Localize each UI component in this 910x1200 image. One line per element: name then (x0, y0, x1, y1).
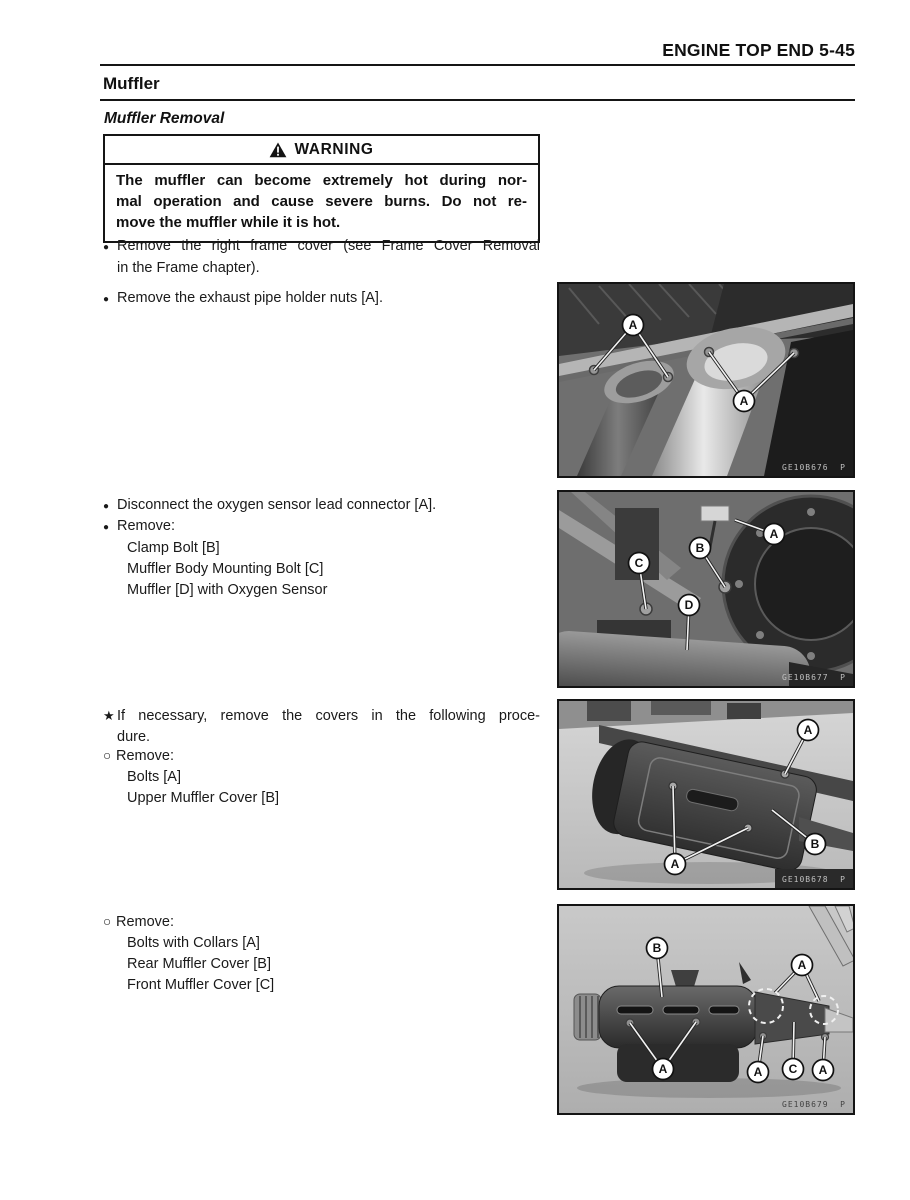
procedure-line (103, 236, 540, 258)
procedure-step (103, 288, 540, 310)
procedure-line (103, 788, 540, 809)
callout-B (690, 538, 711, 559)
callout-A (813, 1060, 834, 1081)
procedure-line (103, 495, 540, 517)
callout-C (783, 1059, 804, 1080)
procedure-text: Disconnect the oxygen sensor lead connector [A]. (117, 497, 437, 513)
callout-D (679, 595, 700, 616)
circle-marker: ○ (103, 914, 112, 929)
procedure-step (103, 911, 540, 996)
procedure-text: Remove: (116, 748, 175, 764)
bullet-marker: ● (103, 242, 110, 253)
callout-A (764, 524, 785, 545)
callout-B (647, 938, 668, 959)
bullet-marker: ● (103, 501, 110, 512)
svg-text:B: B (810, 837, 820, 852)
callout-A (748, 1062, 769, 1083)
procedure-line (103, 288, 540, 310)
svg-text:A: A (818, 1063, 828, 1078)
procedure-text: in the Frame chapter). (117, 260, 260, 276)
warning-text (105, 165, 538, 241)
figure-muffler-covers (557, 904, 855, 1115)
figure-caption: GE10B677 P (782, 673, 846, 682)
callout-A (798, 720, 819, 741)
circle-marker: ○ (103, 748, 112, 763)
bullet-marker: ● (103, 522, 110, 533)
procedure-line (103, 933, 540, 954)
svg-text:A: A (797, 958, 807, 973)
svg-text:D: D (684, 598, 694, 613)
figure-callout-overlay (559, 492, 853, 686)
svg-text:A: A (670, 857, 680, 872)
header-rule (100, 64, 855, 66)
page-header-title: ENGINE TOP END 5-45 (662, 40, 855, 60)
figure-callout-overlay (559, 284, 853, 476)
procedure-text: Remove: (116, 914, 175, 930)
svg-text:C: C (634, 556, 644, 571)
warning-triangle-icon (269, 142, 287, 158)
subsection-title: Muffler Removal (104, 110, 225, 127)
svg-text:A: A (658, 1062, 668, 1077)
procedure-line (103, 705, 540, 727)
procedure-line (103, 559, 540, 580)
section-rule (100, 99, 855, 101)
procedure-text: Upper Muffler Cover [B] (127, 790, 280, 806)
svg-text:C: C (788, 1062, 798, 1077)
procedure-step (103, 495, 540, 517)
procedure-text: dure. (117, 729, 151, 745)
warning-text-line: mal operation and cause severe burns. Do not re- (116, 193, 527, 210)
procedure-line (103, 258, 540, 279)
procedure-line (103, 975, 540, 996)
warning-text-line: move the muffler while it is hot. (116, 214, 341, 231)
procedure-text: Clamp Bolt [B] (127, 540, 220, 556)
figure-upper-muffler-cover (557, 699, 855, 890)
warning-text-line: The muffler can become extremely hot during nor- (116, 172, 527, 189)
section-title: Muffler (103, 74, 160, 93)
dashed-highlight-circle (749, 989, 783, 1023)
procedure-line (103, 911, 540, 933)
procedure-step (103, 705, 540, 748)
figure-muffler-mounting (557, 490, 855, 688)
warning-box (103, 134, 540, 243)
svg-text:B: B (695, 541, 705, 556)
procedure-line (103, 538, 540, 559)
procedure-text: Rear Muffler Cover [B] (127, 956, 271, 972)
procedure-line (103, 516, 540, 538)
callout-A (734, 391, 755, 412)
procedure-line (103, 767, 540, 788)
procedure-line (103, 745, 540, 767)
svg-text:A: A (628, 318, 638, 333)
procedure-text: Muffler [D] with Oxygen Sensor (127, 582, 328, 598)
procedure-line (103, 580, 540, 601)
callout-A (665, 854, 686, 875)
callout-B (805, 834, 826, 855)
procedure-text: Bolts with Collars [A] (127, 935, 260, 951)
procedure-text: If necessary, remove the covers in the following proce- (117, 708, 540, 724)
procedure-line (103, 954, 540, 975)
figure-callout-overlay (559, 701, 853, 888)
procedure-step (103, 236, 540, 279)
svg-text:B: B (652, 941, 662, 956)
procedure-text: Bolts [A] (127, 769, 181, 785)
callout-C (629, 553, 650, 574)
procedure-step (103, 745, 540, 809)
bullet-marker: ● (103, 294, 110, 305)
figure-exhaust-pipe-holder-nuts (557, 282, 855, 478)
procedure-text: Muffler Body Mounting Bolt [C] (127, 561, 324, 577)
svg-text:A: A (769, 527, 779, 542)
svg-text:A: A (739, 394, 749, 409)
procedure-step (103, 516, 540, 601)
star-marker: ★ (103, 708, 115, 723)
dashed-highlight-circle (810, 996, 838, 1024)
warning-header (105, 136, 538, 165)
figure-caption: GE10B676 P (782, 463, 846, 472)
procedure-text: Front Muffler Cover [C] (127, 977, 275, 993)
figure-caption: GE10B679 P (782, 1100, 846, 1109)
svg-text:A: A (753, 1065, 763, 1080)
procedure-text: Remove: (117, 518, 176, 534)
procedure-text: Remove the right frame cover (see Frame Cover Removal (117, 238, 540, 254)
callout-A (792, 955, 813, 976)
warning-label: WARNING (294, 140, 374, 158)
callout-leader-line (675, 828, 748, 864)
callout-A (623, 315, 644, 336)
callout-A (653, 1059, 674, 1080)
svg-text:A: A (803, 723, 813, 738)
figure-caption: GE10B678 P (782, 875, 846, 884)
procedure-text: Remove the exhaust pipe holder nuts [A]. (117, 290, 383, 306)
figure-callout-overlay (559, 906, 853, 1113)
